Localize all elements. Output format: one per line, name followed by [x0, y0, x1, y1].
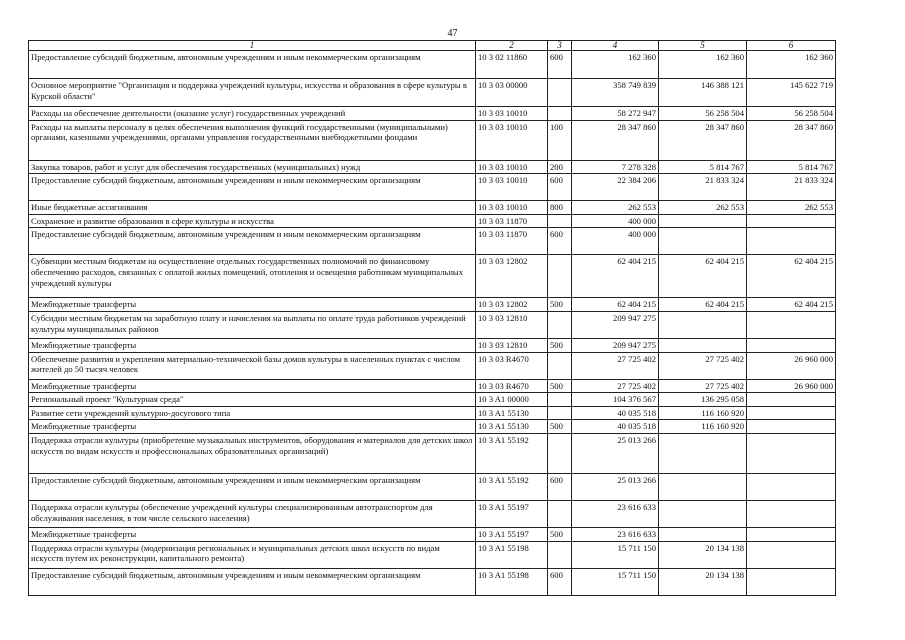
row-amount-1: 27 725 402 [572, 379, 659, 393]
table-row [29, 433, 836, 473]
row-amount-1: 209 947 275 [572, 338, 659, 352]
row-name: Предоставление субсидий бюджетным, автономным учреждениям и иным некоммерческим организациям [29, 473, 476, 500]
row-amount-2: 262 553 [659, 201, 747, 215]
row-amount-3 [747, 568, 836, 595]
row-amount-2 [659, 311, 747, 338]
row-amount-1: 15 711 150 [572, 568, 659, 595]
row-name: Субвенции местным бюджетам на осуществление отдельных государственных полномочий по финансовому обеспечению расходов, связанных с оплатой жилых помещений, отопления и освещения работникам муниципальных учреждений культуры [29, 255, 476, 298]
row-amount-2: 28 347 860 [659, 120, 747, 160]
row-code: 10 3 03 12810 [476, 338, 548, 352]
table-row [29, 527, 836, 541]
row-expense-type: 600 [548, 568, 572, 595]
row-amount-1: 400 000 [572, 228, 659, 255]
row-amount-1: 22 384 206 [572, 174, 659, 201]
row-name: Расходы на обеспечение деятельности (оказание услуг) государственных учреждений [29, 107, 476, 121]
table-row [29, 107, 836, 121]
row-code: 10 3 A1 55198 [476, 568, 548, 595]
row-amount-3 [747, 420, 836, 434]
row-name: Закупка товаров, работ и услуг для обеспечения государственных (муниципальных) нужд [29, 160, 476, 174]
row-code: 10 3 03 10010 [476, 174, 548, 201]
row-amount-3: 26 960 000 [747, 379, 836, 393]
table-row [29, 298, 836, 312]
budget-table [28, 40, 836, 596]
column-number-amount-3: 6 [747, 41, 836, 51]
table-row [29, 228, 836, 255]
row-expense-type [548, 311, 572, 338]
row-code: 10 3 02 11860 [476, 51, 548, 79]
row-amount-1: 7 278 328 [572, 160, 659, 174]
row-amount-1: 40 035 518 [572, 406, 659, 420]
row-expense-type [548, 433, 572, 473]
row-name: Региональный проект "Культурная среда" [29, 393, 476, 407]
row-name: Предоставление субсидий бюджетным, автономным учреждениям и иным некоммерческим организациям [29, 568, 476, 595]
column-number-amount-1: 4 [572, 41, 659, 51]
row-code: 10 3 A1 00000 [476, 393, 548, 407]
row-amount-2 [659, 433, 747, 473]
column-number-row [29, 41, 836, 51]
row-expense-type [548, 352, 572, 379]
row-code: 10 3 A1 55192 [476, 473, 548, 500]
row-expense-type: 500 [548, 527, 572, 541]
row-amount-1: 262 553 [572, 201, 659, 215]
row-amount-2 [659, 338, 747, 352]
row-amount-1: 15 711 150 [572, 541, 659, 568]
table-row [29, 79, 836, 107]
column-number-name: 1 [29, 41, 476, 51]
row-name: Сохранение и развитие образования в сфере культуры и искусства [29, 214, 476, 228]
row-amount-2: 116 160 920 [659, 420, 747, 434]
row-code: 10 3 03 10010 [476, 107, 548, 121]
row-amount-1: 358 749 839 [572, 79, 659, 107]
row-amount-3: 62 404 215 [747, 298, 836, 312]
row-amount-3: 145 622 719 [747, 79, 836, 107]
row-expense-type [548, 541, 572, 568]
row-amount-2: 162 360 [659, 51, 747, 79]
row-amount-3: 62 404 215 [747, 255, 836, 298]
row-name: Поддержка отрасли культуры (приобретение музыкальных инструментов, оборудования и материалов для детских школ искусств по видам искусств и профессиональных образовательных организаций) [29, 433, 476, 473]
row-amount-2: 136 295 058 [659, 393, 747, 407]
table-row [29, 393, 836, 407]
row-expense-type: 600 [548, 174, 572, 201]
table-row [29, 379, 836, 393]
row-amount-2: 5 814 767 [659, 160, 747, 174]
row-name: Иные бюджетные ассигнования [29, 201, 476, 215]
row-amount-1: 25 013 266 [572, 433, 659, 473]
row-name: Межбюджетные трансферты [29, 379, 476, 393]
row-amount-2 [659, 500, 747, 527]
row-code: 10 3 03 12802 [476, 298, 548, 312]
row-amount-3: 28 347 860 [747, 120, 836, 160]
row-expense-type [548, 107, 572, 121]
row-code: 10 3 03 R4670 [476, 352, 548, 379]
row-amount-3 [747, 541, 836, 568]
row-expense-type: 600 [548, 473, 572, 500]
row-amount-3 [747, 527, 836, 541]
row-amount-3: 162 360 [747, 51, 836, 79]
row-name: Обеспечение развития и укрепления материально-технической базы домов культуры в населенных пунктах с числом жителей до 50 тысяч человек [29, 352, 476, 379]
row-amount-3: 26 960 000 [747, 352, 836, 379]
row-expense-type: 500 [548, 420, 572, 434]
row-amount-1: 62 404 215 [572, 298, 659, 312]
row-code: 10 3 03 R4670 [476, 379, 548, 393]
row-expense-type: 100 [548, 120, 572, 160]
row-amount-2: 20 134 138 [659, 568, 747, 595]
row-amount-3 [747, 473, 836, 500]
table-row [29, 120, 836, 160]
row-amount-2 [659, 473, 747, 500]
row-amount-2: 21 833 324 [659, 174, 747, 201]
row-amount-2: 62 404 215 [659, 255, 747, 298]
row-amount-1: 25 013 266 [572, 473, 659, 500]
row-code: 10 3 03 10010 [476, 120, 548, 160]
table-row [29, 541, 836, 568]
row-amount-2: 56 258 504 [659, 107, 747, 121]
row-name: Межбюджетные трансферты [29, 420, 476, 434]
row-expense-type [548, 255, 572, 298]
row-amount-2: 146 388 121 [659, 79, 747, 107]
row-amount-1: 58 272 947 [572, 107, 659, 121]
row-expense-type: 600 [548, 51, 572, 79]
row-amount-3 [747, 338, 836, 352]
row-name: Предоставление субсидий бюджетным, автономным учреждениям и иным некоммерческим организациям [29, 228, 476, 255]
row-expense-type: 200 [548, 160, 572, 174]
row-code: 10 3 03 10010 [476, 160, 548, 174]
page-number: 47 [447, 28, 458, 39]
row-expense-type [548, 393, 572, 407]
row-amount-1: 400 000 [572, 214, 659, 228]
row-amount-3: 21 833 324 [747, 174, 836, 201]
row-expense-type: 800 [548, 201, 572, 215]
row-name: Поддержка отрасли культуры (обеспечение учреждений культуры специализированным автотранспортом для обслуживания населения, в том числе сельского населения) [29, 500, 476, 527]
row-amount-3: 262 553 [747, 201, 836, 215]
row-amount-1: 162 360 [572, 51, 659, 79]
table-row [29, 338, 836, 352]
row-amount-2: 116 160 920 [659, 406, 747, 420]
budget-table-body [29, 41, 836, 596]
row-expense-type [548, 406, 572, 420]
row-code: 10 3 A1 55130 [476, 420, 548, 434]
table-row [29, 160, 836, 174]
row-expense-type: 500 [548, 379, 572, 393]
row-code: 10 3 03 12810 [476, 311, 548, 338]
row-amount-3: 5 814 767 [747, 160, 836, 174]
row-name: Поддержка отрасли культуры (модернизация региональных и муниципальных детских школ искусств по видам искусств путем их реконструкции, капитального ремонта) [29, 541, 476, 568]
table-row [29, 473, 836, 500]
row-expense-type [548, 79, 572, 107]
row-name: Межбюджетные трансферты [29, 338, 476, 352]
row-amount-2: 27 725 402 [659, 379, 747, 393]
row-expense-type [548, 500, 572, 527]
table-row [29, 568, 836, 595]
row-name: Предоставление субсидий бюджетным, автономным учреждениям и иным некоммерческим организациям [29, 51, 476, 79]
table-row [29, 201, 836, 215]
row-amount-2: 62 404 215 [659, 298, 747, 312]
row-amount-2 [659, 214, 747, 228]
row-amount-3 [747, 214, 836, 228]
row-amount-1: 62 404 215 [572, 255, 659, 298]
column-number-amount-2: 5 [659, 41, 747, 51]
row-name: Межбюджетные трансферты [29, 298, 476, 312]
row-name: Расходы на выплаты персоналу в целях обеспечения выполнения функций государственными (муниципальными) органами, казенными учреждениями, органами управления государственными внебюджетными фондами [29, 120, 476, 160]
row-name: Развитие сети учреждений культурно-досугового типа [29, 406, 476, 420]
row-code: 10 3 03 12802 [476, 255, 548, 298]
row-code: 10 3 A1 55198 [476, 541, 548, 568]
row-amount-1: 40 035 518 [572, 420, 659, 434]
table-row [29, 51, 836, 79]
row-amount-3 [747, 500, 836, 527]
row-expense-type: 500 [548, 338, 572, 352]
column-number-expense-type: 3 [548, 41, 572, 51]
row-code: 10 3 A1 55192 [476, 433, 548, 473]
row-code: 10 3 A1 55197 [476, 500, 548, 527]
row-amount-3 [747, 393, 836, 407]
table-row [29, 420, 836, 434]
row-amount-1: 23 616 633 [572, 500, 659, 527]
row-amount-3 [747, 406, 836, 420]
row-code: 10 3 03 11870 [476, 228, 548, 255]
table-row [29, 352, 836, 379]
row-code: 10 3 03 11870 [476, 214, 548, 228]
row-amount-3 [747, 433, 836, 473]
row-name: Основное мероприятие "Организация и поддержка учреждений культуры, искусства и образования в сфере культуры в Курской области" [29, 79, 476, 107]
row-amount-1: 209 947 275 [572, 311, 659, 338]
row-code: 10 3 A1 55197 [476, 527, 548, 541]
row-code: 10 3 03 10010 [476, 201, 548, 215]
column-number-code: 2 [476, 41, 548, 51]
row-amount-3 [747, 311, 836, 338]
row-name: Межбюджетные трансферты [29, 527, 476, 541]
table-row [29, 406, 836, 420]
row-expense-type: 600 [548, 228, 572, 255]
row-amount-3 [747, 228, 836, 255]
row-amount-2: 20 134 138 [659, 541, 747, 568]
row-amount-3: 56 258 504 [747, 107, 836, 121]
row-amount-2 [659, 527, 747, 541]
row-code: 10 3 A1 55130 [476, 406, 548, 420]
row-expense-type: 500 [548, 298, 572, 312]
row-code: 10 3 03 00000 [476, 79, 548, 107]
table-row [29, 174, 836, 201]
table-row [29, 311, 836, 338]
row-name: Предоставление субсидий бюджетным, автономным учреждениям и иным некоммерческим организациям [29, 174, 476, 201]
row-amount-2 [659, 228, 747, 255]
row-expense-type [548, 214, 572, 228]
table-row [29, 214, 836, 228]
row-amount-1: 23 616 633 [572, 527, 659, 541]
row-amount-1: 104 376 567 [572, 393, 659, 407]
table-row [29, 255, 836, 298]
row-amount-1: 27 725 402 [572, 352, 659, 379]
row-name: Субсидии местным бюджетам на заработную плату и начисления на выплаты по оплате труда работников учреждений культуры муниципальных районов [29, 311, 476, 338]
row-amount-2: 27 725 402 [659, 352, 747, 379]
row-amount-1: 28 347 860 [572, 120, 659, 160]
table-row [29, 500, 836, 527]
